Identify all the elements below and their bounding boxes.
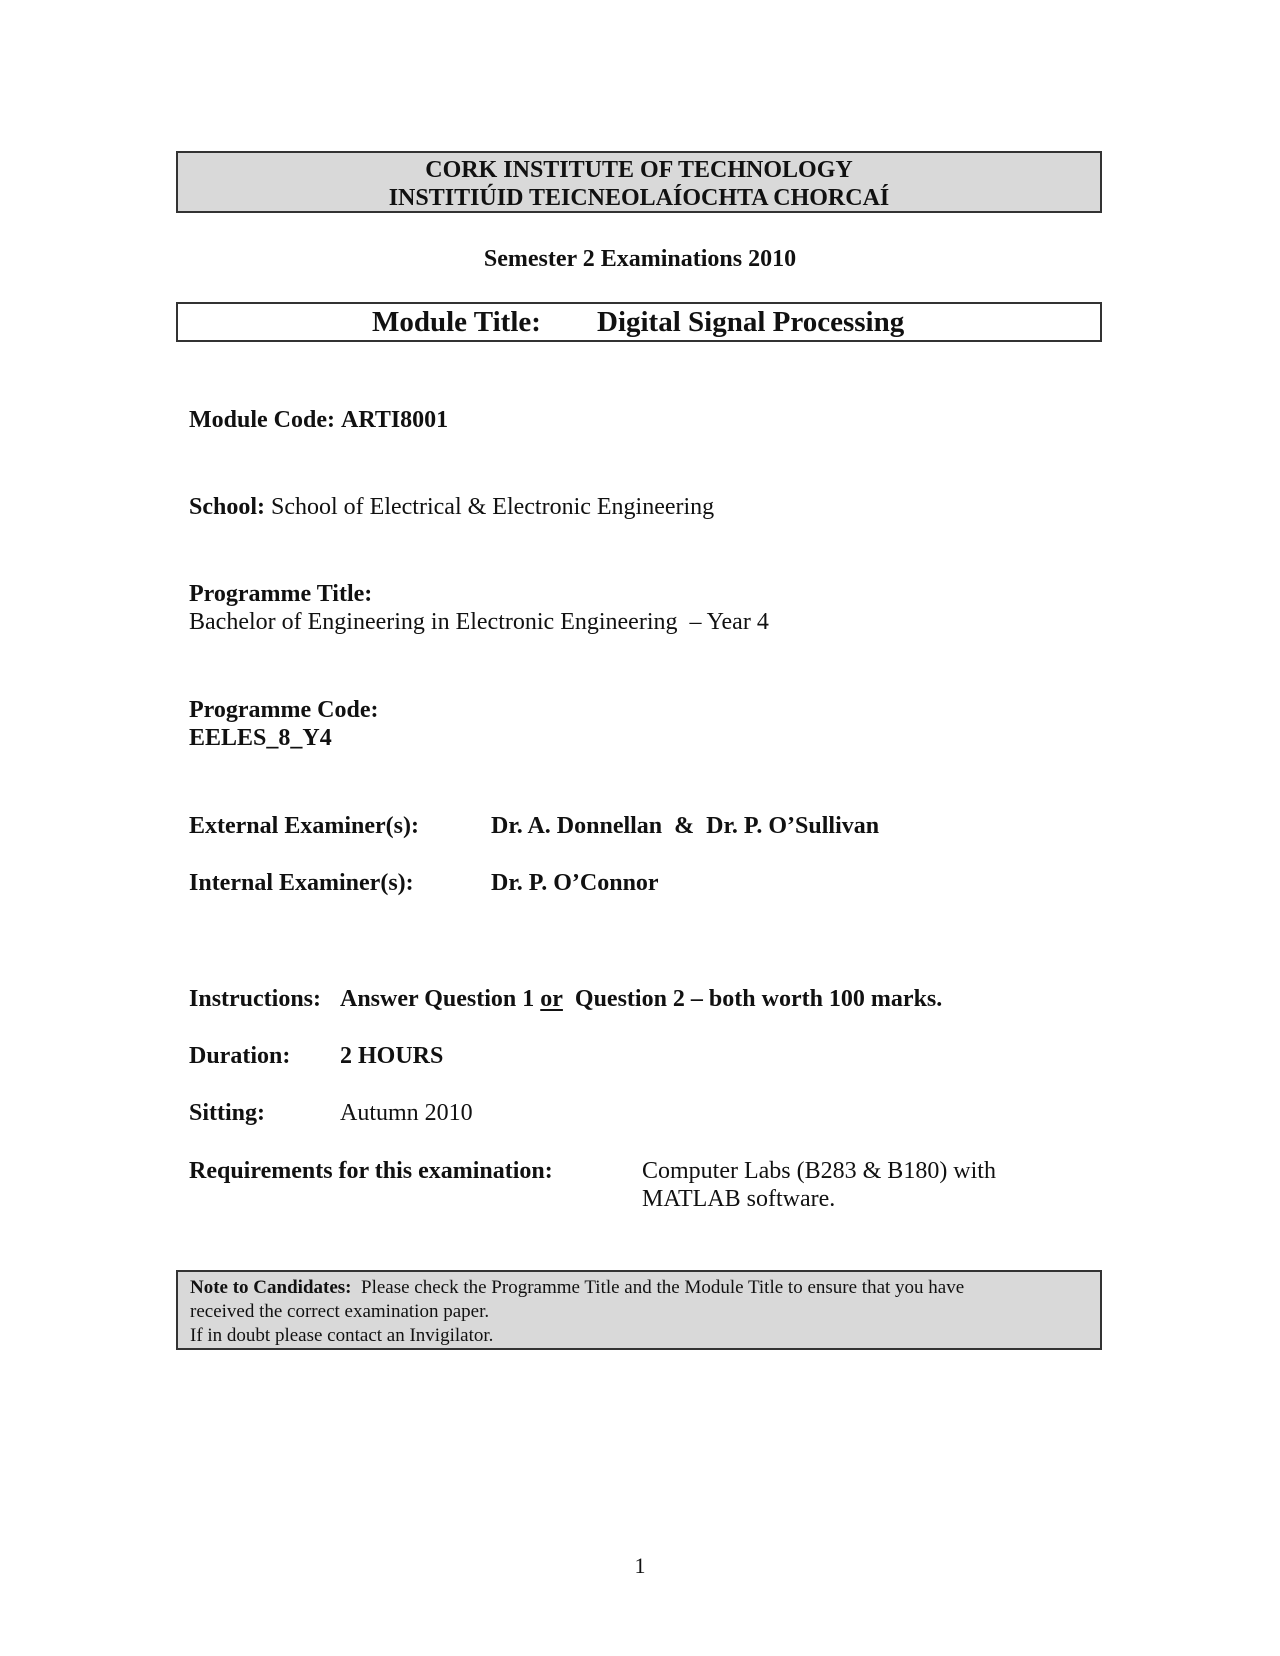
module-code-row (189, 406, 448, 434)
internal-examiners-label: Internal Examiner(s): (189, 870, 414, 896)
instructions-value (340, 985, 942, 1013)
programme-title-label: Programme Title: (189, 581, 373, 607)
note-text-2: received the correct examination paper. (190, 1301, 490, 1322)
institute-header-box (176, 151, 1102, 213)
programme-code-label: Programme Code: (189, 697, 379, 723)
note-to-candidates-box (176, 1270, 1102, 1350)
internal-examiners-value: Dr. P. O’Connor (491, 870, 659, 896)
school-row (189, 493, 714, 521)
sitting-value: Autumn 2010 (340, 1100, 473, 1126)
programme-title-block (189, 580, 769, 636)
semester-title: Semester 2 Examinations 2010 (483, 246, 797, 272)
external-examiners-value: Dr. A. Donnellan & Dr. P. O’Sullivan (491, 813, 880, 839)
module-title-label: Module Title: (372, 306, 541, 338)
programme-title-value: Bachelor of Engineering in Electronic Engineering – Year 4 (189, 609, 769, 635)
note-label: Note to Candidates: (190, 1277, 352, 1298)
external-examiners-label: External Examiner(s): (189, 813, 419, 839)
duration-value: 2 HOURS (340, 1043, 444, 1069)
programme-code-value: EELES_8_Y4 (189, 725, 332, 751)
instructions-part1: Answer Question 1 (340, 986, 535, 1012)
note-text-1: Please check the Programme Title and the Module Title to ensure that you have (361, 1277, 965, 1298)
sitting-label: Sitting: (189, 1100, 266, 1126)
instructions-label: Instructions: (189, 986, 322, 1012)
programme-code-block (189, 696, 379, 752)
module-title-value: Digital Signal Processing (597, 306, 905, 338)
school-label: School: (189, 494, 266, 520)
note-text-3: If in doubt please contact an Invigilator. (190, 1325, 494, 1346)
requirements-line-1: Computer Labs (B283 & B180) with (642, 1158, 996, 1184)
page-number: 1 (634, 1553, 646, 1578)
institute-name-english: CORK INSTITUTE OF TECHNOLOGY (425, 157, 853, 183)
school-value: School of Electrical & Electronic Engineering (271, 494, 715, 520)
module-title-box (176, 302, 1102, 342)
instructions-part2: Question 2 – both worth 100 marks. (574, 986, 943, 1012)
requirements-label: Requirements for this examination: (189, 1158, 553, 1184)
duration-label: Duration: (189, 1043, 291, 1069)
institute-name-irish: INSTITIÚID TEICNEOLAÍOCHTA CHORCAÍ (388, 185, 890, 211)
instructions-or: or (540, 986, 563, 1012)
requirements-line-2: MATLAB software. (642, 1186, 836, 1212)
note-line-1 (190, 1276, 1100, 1300)
module-code-label: Module Code: (189, 407, 335, 433)
module-code-value: ARTI8001 (341, 407, 449, 433)
requirements-value (642, 1157, 996, 1213)
